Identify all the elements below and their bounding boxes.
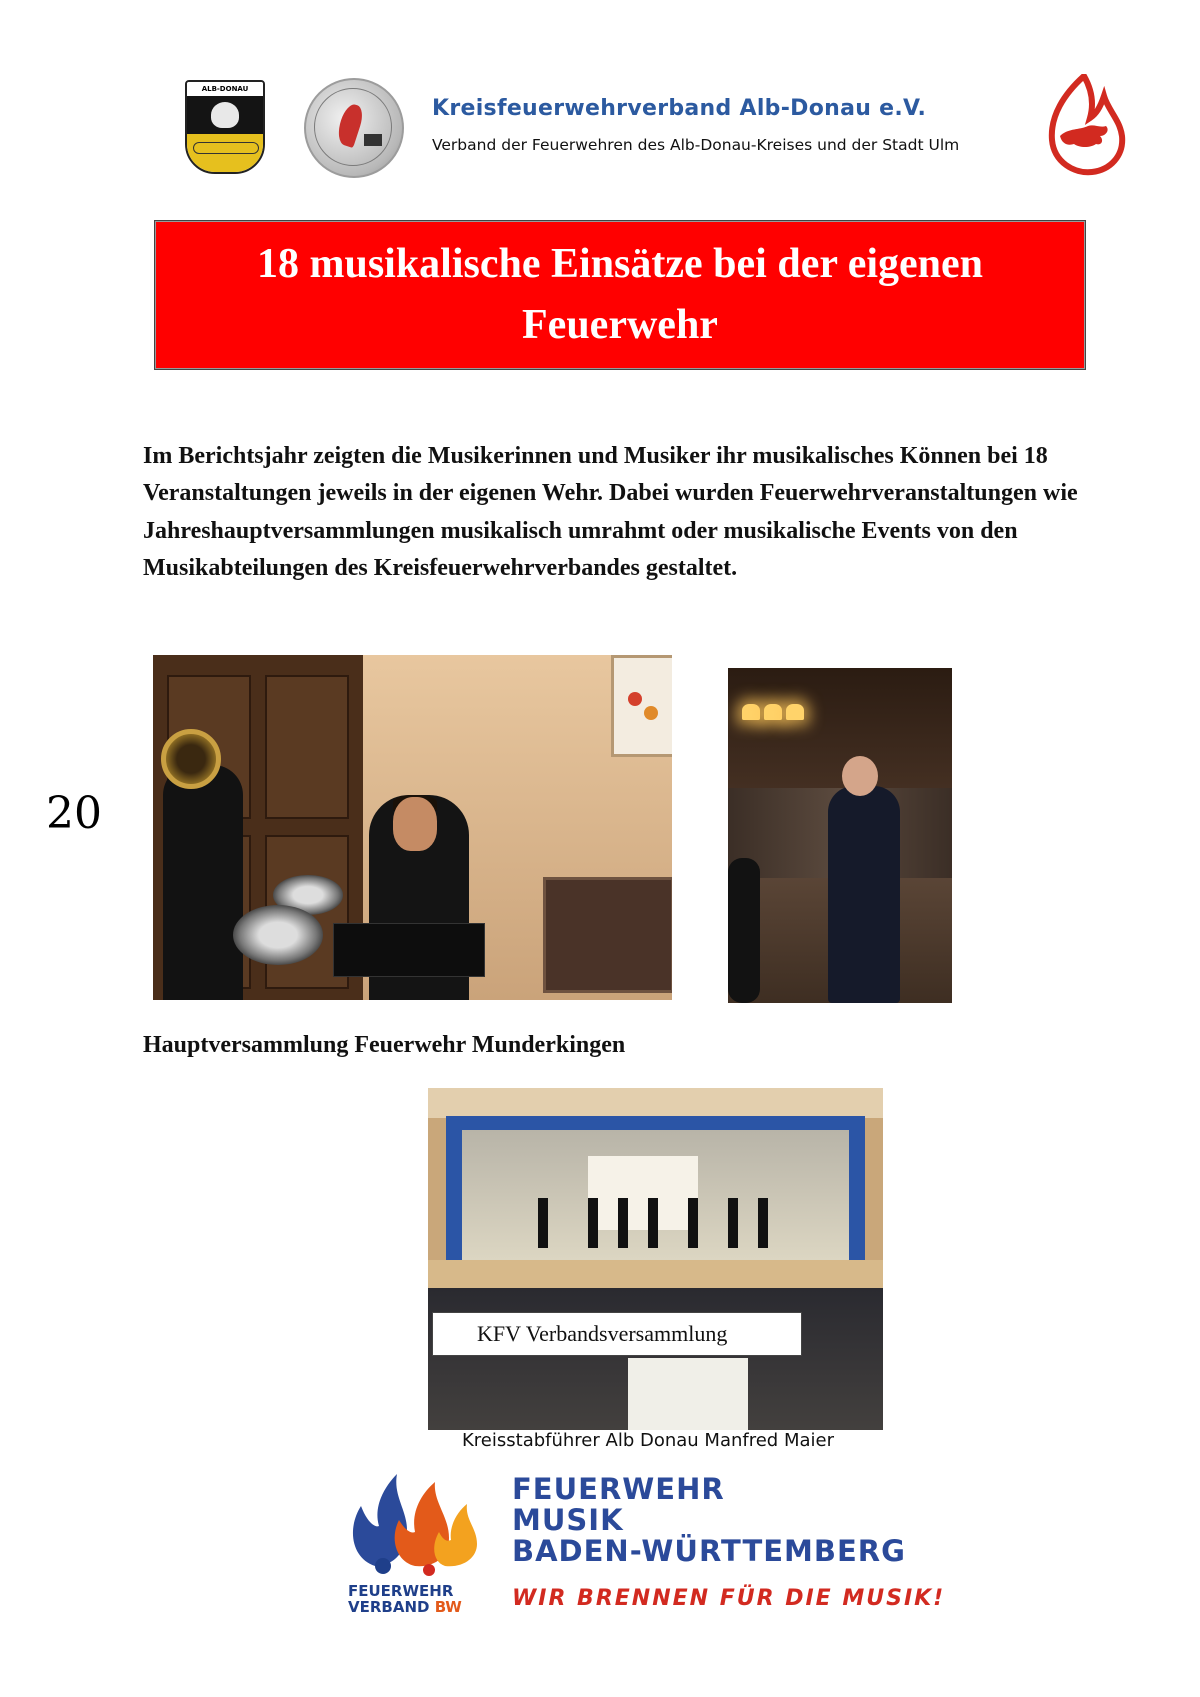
photo-caption: Hauptversammlung Feuerwehr Munderkingen (143, 1032, 626, 1058)
title-banner (154, 220, 1086, 370)
page-title: 18 musikalische Einsätze bei der eigenen Feuerwehr (256, 241, 984, 348)
photo-conductor (728, 668, 952, 1003)
slogan: WIR BRENNEN FÜR DIE MUSIK! (512, 1586, 946, 1611)
photo-musicians-munderkingen (153, 655, 672, 1000)
photo-overlay-text: KFV Verbandsversammlung (477, 1321, 728, 1346)
photo-verbandsversammlung (428, 1088, 883, 1430)
photo-caption: Kreisstabführer Alb Donau Manfred Maier (462, 1430, 834, 1451)
photo-overlay-label (432, 1312, 802, 1356)
feuerwehr-musik-title: FEUERWEHR MUSIK BADEN-WÜRTTEMBERG (512, 1472, 906, 1569)
association-medal-icon (304, 78, 404, 178)
page-number: 20 (46, 788, 102, 839)
org-name: Kreisfeuerwehrverband Alb-Donau e.V. (432, 96, 927, 121)
crest-label: ALB-DONAU (187, 82, 263, 97)
flame-lion-logo-icon (1044, 74, 1128, 176)
feuerwehrverband-bw-label: FEUERWEHR VERBAND BW (348, 1582, 462, 1616)
org-subtitle: Verband der Feuerwehren des Alb-Donau-Kreises und der Stadt Ulm (432, 136, 960, 154)
fire-music-flame-icon (345, 1466, 480, 1576)
district-crest-icon (185, 80, 265, 174)
intro-paragraph: Im Berichtsjahr zeigten die Musikerinnen und Musiker ihr musikalisches Können bei 18 Veranstaltungen jeweils in der eigenen Wehr. Dabei wurden Feuerwehrveranstaltungen wie Jahreshauptversammlungen musikalisch umrahmt oder musikalische Events von den Musikabteilungen des Kreisfeuerwehrverbandes gestaltet. (143, 443, 1078, 582)
